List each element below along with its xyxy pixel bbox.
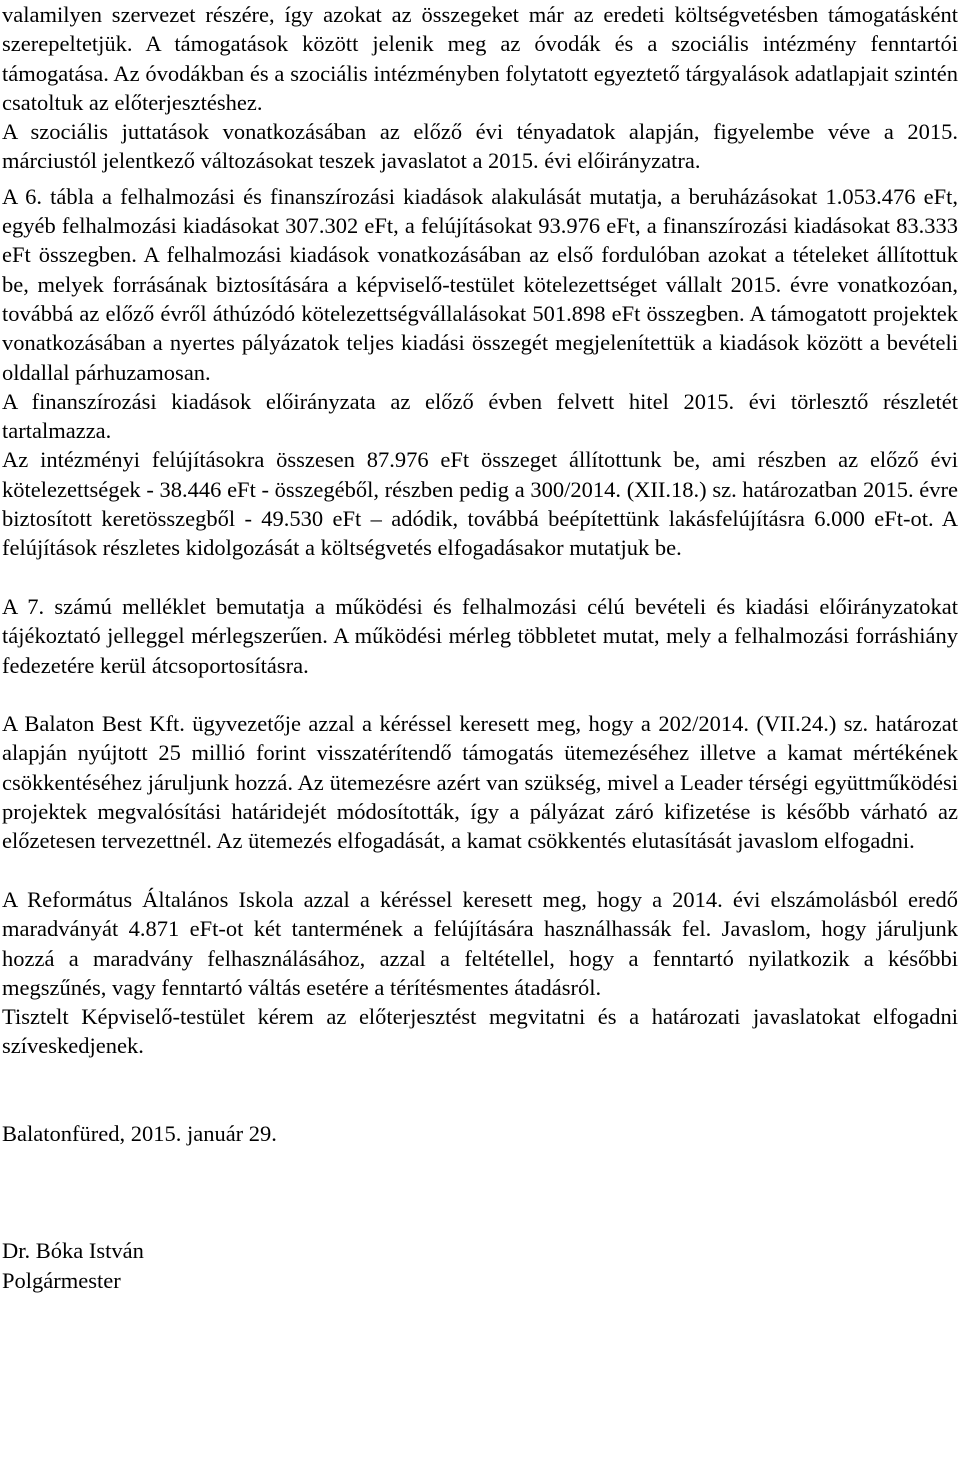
document-page (2, 0, 958, 1295)
spacer (2, 680, 958, 709)
spacer (2, 1149, 958, 1178)
paragraph-appendix-7: A 7. számú melléklet bemutatja a működési és felhalmozási célú bevételi és kiadási előirányzatokat tájékoztató jelleggel mérlegszerűen. A működési mérleg többletet mutat, mely a felhalmozási forráshiány fedezetére kerül átcsoportosításra. (2, 593, 958, 678)
spacer (2, 563, 958, 592)
spacer (2, 1090, 958, 1119)
spacer (2, 856, 958, 885)
paragraph-social-benefits: A szociális juttatások vonatkozásában az előző évi tényadatok alapján, figyelembe véve a 2015. márciustól jelentkező változásokat teszek javaslatot a 2015. évi előirányzatra. (2, 119, 958, 174)
paragraph-closing-request: Tisztelt Képviselő-testület kérem az előterjesztést megvitatni és a határozati javaslatokat elfogadni szíveskedjenek. (2, 1004, 958, 1059)
paragraph-financing-expenses: A finanszírozási kiadások előirányzata az előző évben felvett hitel 2015. évi törlesztő részletét tartalmazza. (2, 388, 958, 444)
signatory-title: Polgármester (2, 1267, 121, 1293)
signature-block (2, 1236, 958, 1295)
paragraph-budget-support: valamilyen szervezet részére, így azokat az összegeket már az eredeti költségvetésben támogatásként szerepeltetjük. A támogatások között jelenik meg az óvodák és a szociális intézmény fenntartói támogatása. Az óvodákban és a szociális intézményben folytatott egyeztető tárgyalások adatlapjait szintén csatoltuk az előterjesztéshez. (2, 2, 958, 115)
paragraph-reformatus-school: A Református Általános Iskola azzal a kéréssel keresett meg, hogy a 2014. évi elszámolásból eredő maradványát 4.871 eFt-ot két tantermének a felújítására használhassák fel. Javaslom, hogy járuljunk hozzá a maradvány felhasználásához, azzal a feltétellel, hogy a fenntartó nyilatkozik a későbbi megszűnés, vagy fenntartó váltás esetére a térítésmentes átadásról. (2, 886, 958, 1000)
spacer (2, 1061, 958, 1090)
paragraph-balaton-best: A Balaton Best Kft. ügyvezetője azzal a kéréssel keresett meg, hogy a 202/2014. (VII.24.) sz. határozat alapján nyújtott 25 millió forint visszatérítendő támogatás ütemezéséhez illetve a kamat mértékének csökkentéséhez járuljunk hozzá. Az ütemezésre azért van szükség, mivel a Leader térségi együttműködési projektek megvalósítási határidejét módosították, így a pályázat záró kifizetése is később várható az előzetesen tervezettnél. Az ütemezés elfogadását, a kamat csökkentés elutasítását javaslom elfogadni. (2, 711, 958, 854)
signatory-name: Dr. Bóka István (2, 1238, 144, 1264)
place-and-date: Balatonfüred, 2015. január 29. (2, 1121, 277, 1147)
spacer (2, 1207, 958, 1236)
paragraph-accumulation-expenses: A 6. tábla a felhalmozási és finanszírozási kiadások alakulását mutatja, a beruházásokat 1.053.476 eFt, egyéb felhalmozási kiadásokat 307.302 eFt, a felújításokat 93.976 eFt, a finanszírozási kiadásokat 83.333 eFt összegben. A felhalmozási kiadások vonatkozásában az első fordulóban azokat a tételeket állítottuk be, melyek forrásának biztosítására a képviselő-testület kötelezettséget vállalt 2015. évre vonatkozóan, továbbá az előző évről áthúzódó kötelezettségvállalásokat 501.898 eFt összegben. A támogatott projektek vonatkozásában a nyertes pályázatok teljes kiadási összegét megjelenítettük a kiadások között a bevételi oldallal párhuzamosan. (2, 183, 958, 385)
spacer (2, 1178, 958, 1207)
paragraph-renovations: Az intézményi felújításokra összesen 87.976 eFt összeget állítottunk be, ami részben az előző évi kötelezettségek - 38.446 eFt - összegéből, részben pedig a 300/2014. (XII.18.) sz. határozatban 2015. évre biztosított keretösszegből - 49.530 eFt – adódik, továbbá beépítettünk lakásfelújításra 6.000 eFt-ot. A felújítások részletes kidolgozását a költségvetés elfogadásakor mutatjuk be. (2, 447, 958, 561)
